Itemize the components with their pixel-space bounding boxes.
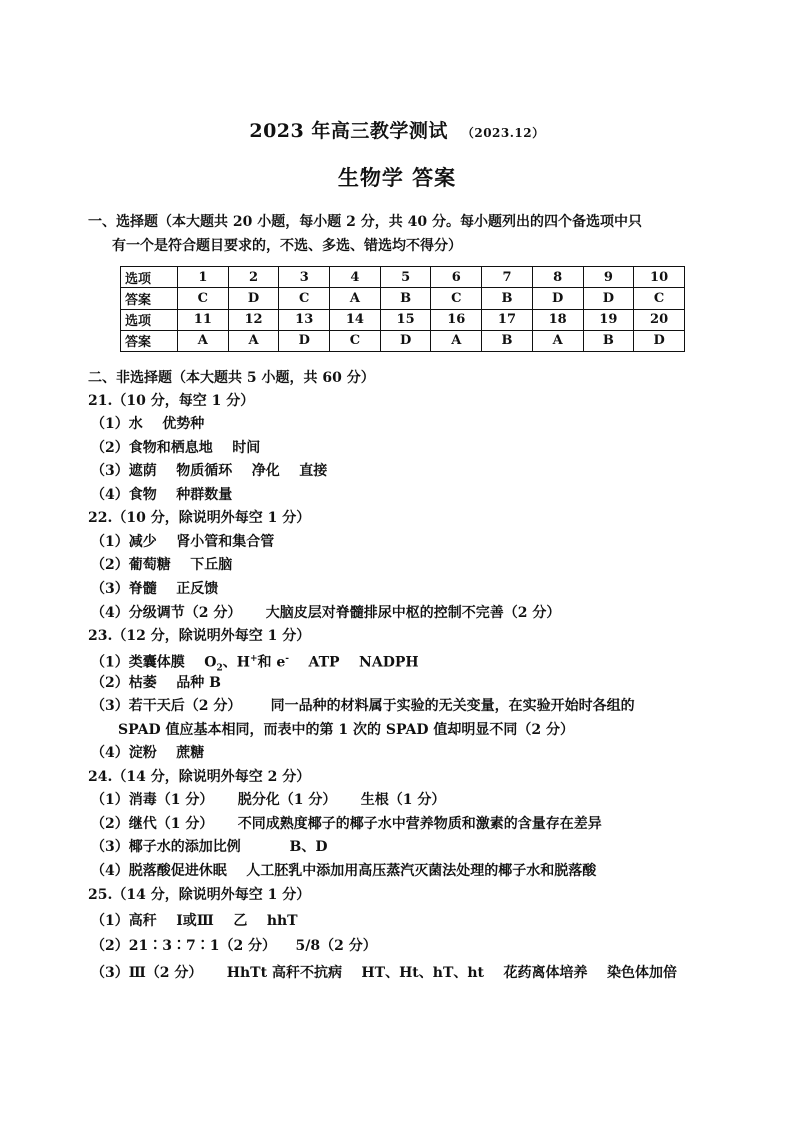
answer-cell: C — [279, 288, 330, 309]
answer-cell: C — [178, 288, 229, 309]
q22-answer-1: （1）减少 肾小管和集合管 — [91, 534, 275, 550]
q23-answer-2: （2）枯萎 品种 B — [91, 675, 221, 691]
question-number: 15 — [380, 309, 431, 330]
q22-heading: 22.（10 分，除说明外每空 1 分） — [88, 510, 311, 526]
question-number: 19 — [583, 309, 634, 330]
table-row-answers-1 — [121, 288, 685, 309]
question-number: 11 — [178, 309, 229, 330]
answer-cell: A — [330, 288, 381, 309]
q21-answer-1: （1）水 优势种 — [91, 416, 205, 432]
q21-answer-4: （4）食物 种群数量 — [91, 487, 233, 503]
q23-a1-mid: 、H — [222, 654, 250, 671]
question-number: 14 — [330, 309, 381, 330]
q25-answer-1: （1）高秆 Ⅰ或Ⅲ 乙 hhT — [91, 913, 298, 929]
q21-answer-3: （3）遮荫 物质循环 净化 直接 — [91, 463, 328, 479]
q23-answer-3: （3）若干天后（2 分） 同一品种的材料属于实验的无关变量，在实验开始时各组的 — [91, 698, 635, 714]
question-number: 1 — [178, 267, 229, 288]
q24-heading: 24.（14 分，除说明外每空 2 分） — [88, 769, 311, 785]
answer-cell: A — [431, 330, 482, 351]
question-number: 18 — [532, 309, 583, 330]
o2-subscript: 2 — [216, 663, 223, 674]
question-number: 4 — [330, 267, 381, 288]
question-number: 6 — [431, 267, 482, 288]
question-number: 16 — [431, 309, 482, 330]
answer-cell: B — [482, 288, 533, 309]
answer-cell: D — [228, 288, 279, 309]
question-number: 7 — [482, 267, 533, 288]
answer-label: 答案 — [121, 330, 178, 351]
section1-heading-cont: 有一个是符合题目要求的，不选、多选、错选均不得分） — [112, 238, 462, 254]
option-label: 选项 — [121, 267, 178, 288]
q25-answer-2: （2）21∶3∶7∶1（2 分） 5/8（2 分） — [91, 938, 377, 954]
option-label: 选项 — [121, 309, 178, 330]
answer-cell: C — [431, 288, 482, 309]
answer-cell: D — [380, 330, 431, 351]
table-row-options-2 — [121, 309, 685, 330]
q22-answer-3: （3）脊髓 正反馈 — [91, 581, 219, 597]
table-row-options-1 — [121, 267, 685, 288]
question-number: 13 — [279, 309, 330, 330]
title-text: 2023 年高三教学测试 — [249, 120, 448, 142]
question-number: 10 — [634, 267, 685, 288]
question-number: 8 — [532, 267, 583, 288]
section2-heading: 二、非选择题（本大题共 5 小题，共 60 分） — [88, 370, 375, 386]
answer-table — [120, 266, 685, 352]
q23-heading: 23.（12 分，除说明外每空 1 分） — [88, 628, 311, 644]
q24-answer-1: （1）消毒（1 分） 脱分化（1 分） 生根（1 分） — [91, 792, 446, 808]
h-plus-superscript: + — [249, 654, 258, 664]
answer-cell: A — [228, 330, 279, 351]
title-date: （2023.12） — [461, 126, 545, 140]
q23-a1-and: 和 e — [257, 654, 286, 671]
answer-cell: D — [583, 288, 634, 309]
q23-answer-3-cont: SPAD 值应基本相同，而表中的第 1 次的 SPAD 值却明显不同（2 分） — [118, 722, 574, 738]
answer-cell: A — [532, 330, 583, 351]
e-minus-superscript: - — [285, 654, 290, 664]
answer-cell: D — [634, 330, 685, 351]
question-number: 5 — [380, 267, 431, 288]
section1-heading-text: 一、选择题（本大题共 20 小题，每小题 2 分，共 40 分。每小题列出的四个备选项中只 — [88, 214, 642, 230]
answer-label: 答案 — [121, 288, 178, 309]
question-number: 12 — [228, 309, 279, 330]
question-number: 3 — [279, 267, 330, 288]
answer-cell: B — [380, 288, 431, 309]
answer-cell: D — [532, 288, 583, 309]
q21-answer-2: （2）食物和栖息地 时间 — [91, 440, 261, 456]
section1-heading — [88, 210, 642, 258]
answer-cell: A — [178, 330, 229, 351]
question-number: 9 — [583, 267, 634, 288]
answer-cell: D — [279, 330, 330, 351]
answer-cell: C — [634, 288, 685, 309]
page-subtitle: 生物学 答案 — [337, 165, 457, 190]
q22-answer-2: （2）葡萄糖 下丘脑 — [91, 557, 233, 573]
q24-answer-4: （4）脱落酸促进休眠 人工胚乳中添加用高压蒸汽灭菌法处理的椰子水和脱落酸 — [91, 863, 597, 879]
question-number: 17 — [482, 309, 533, 330]
q23-answer-4: （4）淀粉 蔗糖 — [91, 745, 205, 761]
q23-a1-post: ATP NADPH — [289, 654, 419, 671]
answer-cell: C — [330, 330, 381, 351]
question-number: 2 — [228, 267, 279, 288]
answer-cell: B — [482, 330, 533, 351]
page-title — [0, 116, 794, 143]
q24-answer-3: （3）椰子水的添加比例 B、D — [91, 839, 328, 855]
q24-answer-2: （2）继代（1 分） 不同成熟度椰子的椰子水中营养物质和激素的含量存在差异 — [91, 816, 602, 832]
q25-answer-3: （3）Ⅲ（2 分） HhTt 高秆不抗病 HT、Ht、hT、ht 花药离体培养 染色体加倍 — [91, 965, 678, 981]
q25-heading: 25.（14 分，除说明外每空 1 分） — [88, 887, 311, 903]
q21-heading: 21.（10 分，每空 1 分） — [88, 393, 255, 409]
q23-a1-pre: （1）类囊体膜 O — [91, 654, 217, 671]
question-number: 20 — [634, 309, 685, 330]
table-row-answers-2 — [121, 330, 685, 351]
answer-cell: B — [583, 330, 634, 351]
q22-answer-4: （4）分级调节（2 分） 大脑皮层对脊髓排尿中枢的控制不完善（2 分） — [91, 605, 561, 621]
